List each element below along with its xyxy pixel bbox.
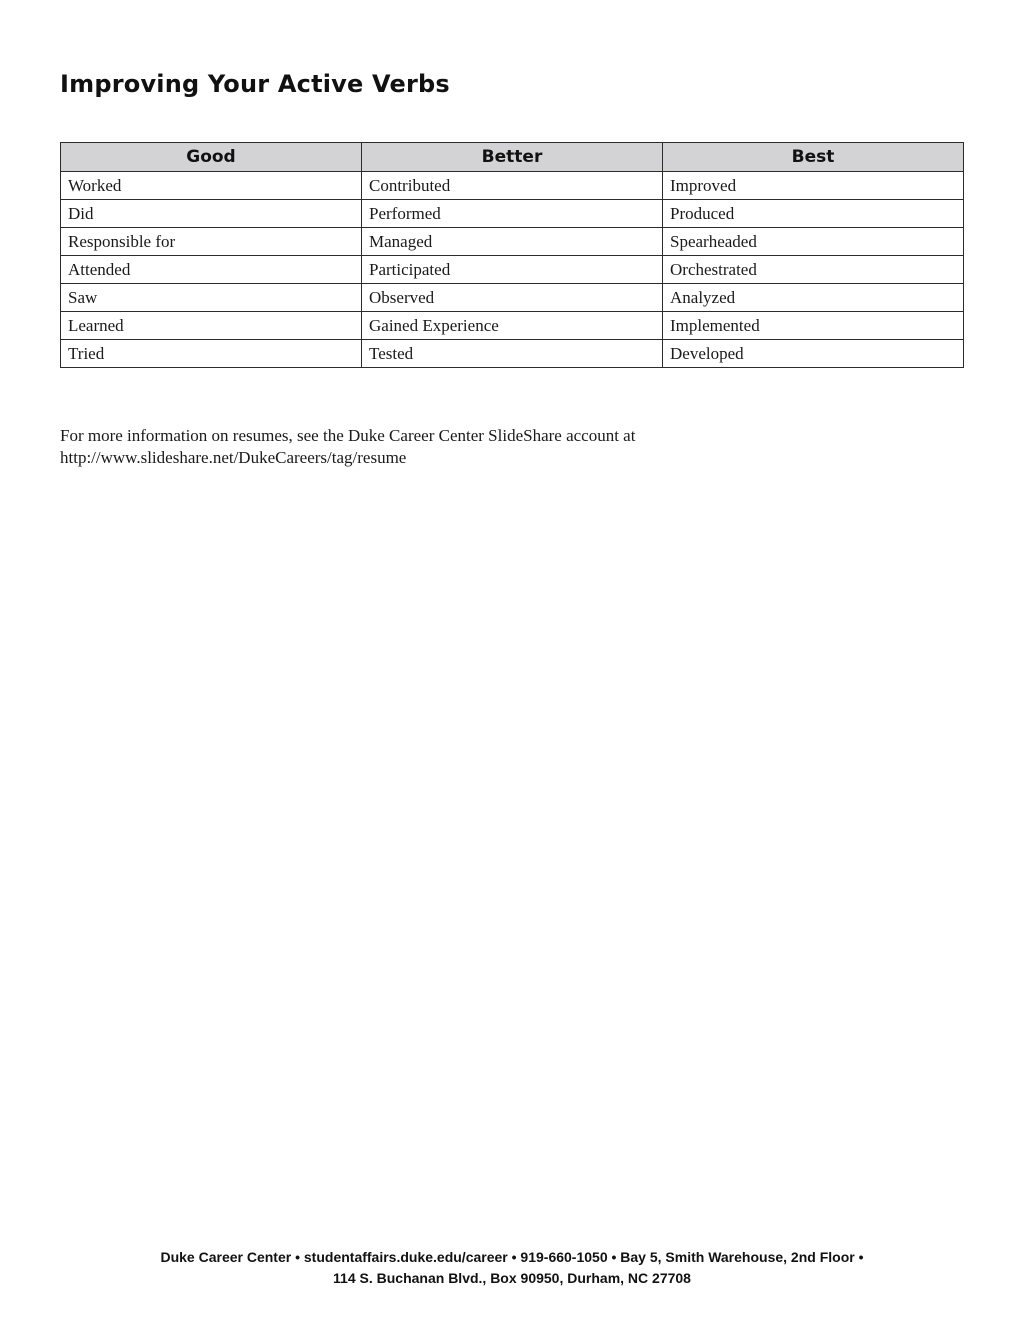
footer-contact-line: Duke Career Center • studentaffairs.duke.edu/career • 919-660-1050 • Bay 5, Smith Warehouse, 2nd Floor • bbox=[160, 1249, 864, 1265]
table-cell: Spearheaded bbox=[663, 228, 964, 256]
table-row bbox=[61, 284, 964, 312]
table-cell: Contributed bbox=[362, 172, 663, 200]
table-header-row bbox=[61, 143, 964, 172]
table-cell: Responsible for bbox=[61, 228, 362, 256]
table-cell: Analyzed bbox=[663, 284, 964, 312]
page-footer bbox=[0, 1247, 1024, 1289]
table-cell: Tried bbox=[61, 340, 362, 368]
table-cell: Orchestrated bbox=[663, 256, 964, 284]
table-cell: Participated bbox=[362, 256, 663, 284]
more-info-note bbox=[60, 425, 635, 469]
table-cell: Performed bbox=[362, 200, 663, 228]
table-cell: Observed bbox=[362, 284, 663, 312]
table-row bbox=[61, 256, 964, 284]
table-cell: Implemented bbox=[663, 312, 964, 340]
table-cell: Worked bbox=[61, 172, 362, 200]
page-title: Improving Your Active Verbs bbox=[60, 70, 450, 98]
table-cell: Attended bbox=[61, 256, 362, 284]
table-row bbox=[61, 172, 964, 200]
footer-address-line: 114 S. Buchanan Blvd., Box 90950, Durham, NC 27708 bbox=[333, 1270, 691, 1286]
table-row bbox=[61, 312, 964, 340]
table-cell: Tested bbox=[362, 340, 663, 368]
table-cell: Learned bbox=[61, 312, 362, 340]
table-cell: Saw bbox=[61, 284, 362, 312]
table-cell: Developed bbox=[663, 340, 964, 368]
column-header-best: Best bbox=[663, 143, 964, 172]
table-cell: Produced bbox=[663, 200, 964, 228]
table-cell: Managed bbox=[362, 228, 663, 256]
column-header-better: Better bbox=[362, 143, 663, 172]
column-header-good: Good bbox=[61, 143, 362, 172]
table-cell: Improved bbox=[663, 172, 964, 200]
table-row bbox=[61, 200, 964, 228]
table-row bbox=[61, 228, 964, 256]
table-cell: Gained Experience bbox=[362, 312, 663, 340]
table-cell: Did bbox=[61, 200, 362, 228]
active-verbs-table bbox=[60, 142, 964, 368]
more-info-text: For more information on resumes, see the Duke Career Center SlideShare account at bbox=[60, 426, 636, 445]
slideshare-url: http://www.slideshare.net/DukeCareers/tag/resume bbox=[60, 448, 407, 467]
table-row bbox=[61, 340, 964, 368]
